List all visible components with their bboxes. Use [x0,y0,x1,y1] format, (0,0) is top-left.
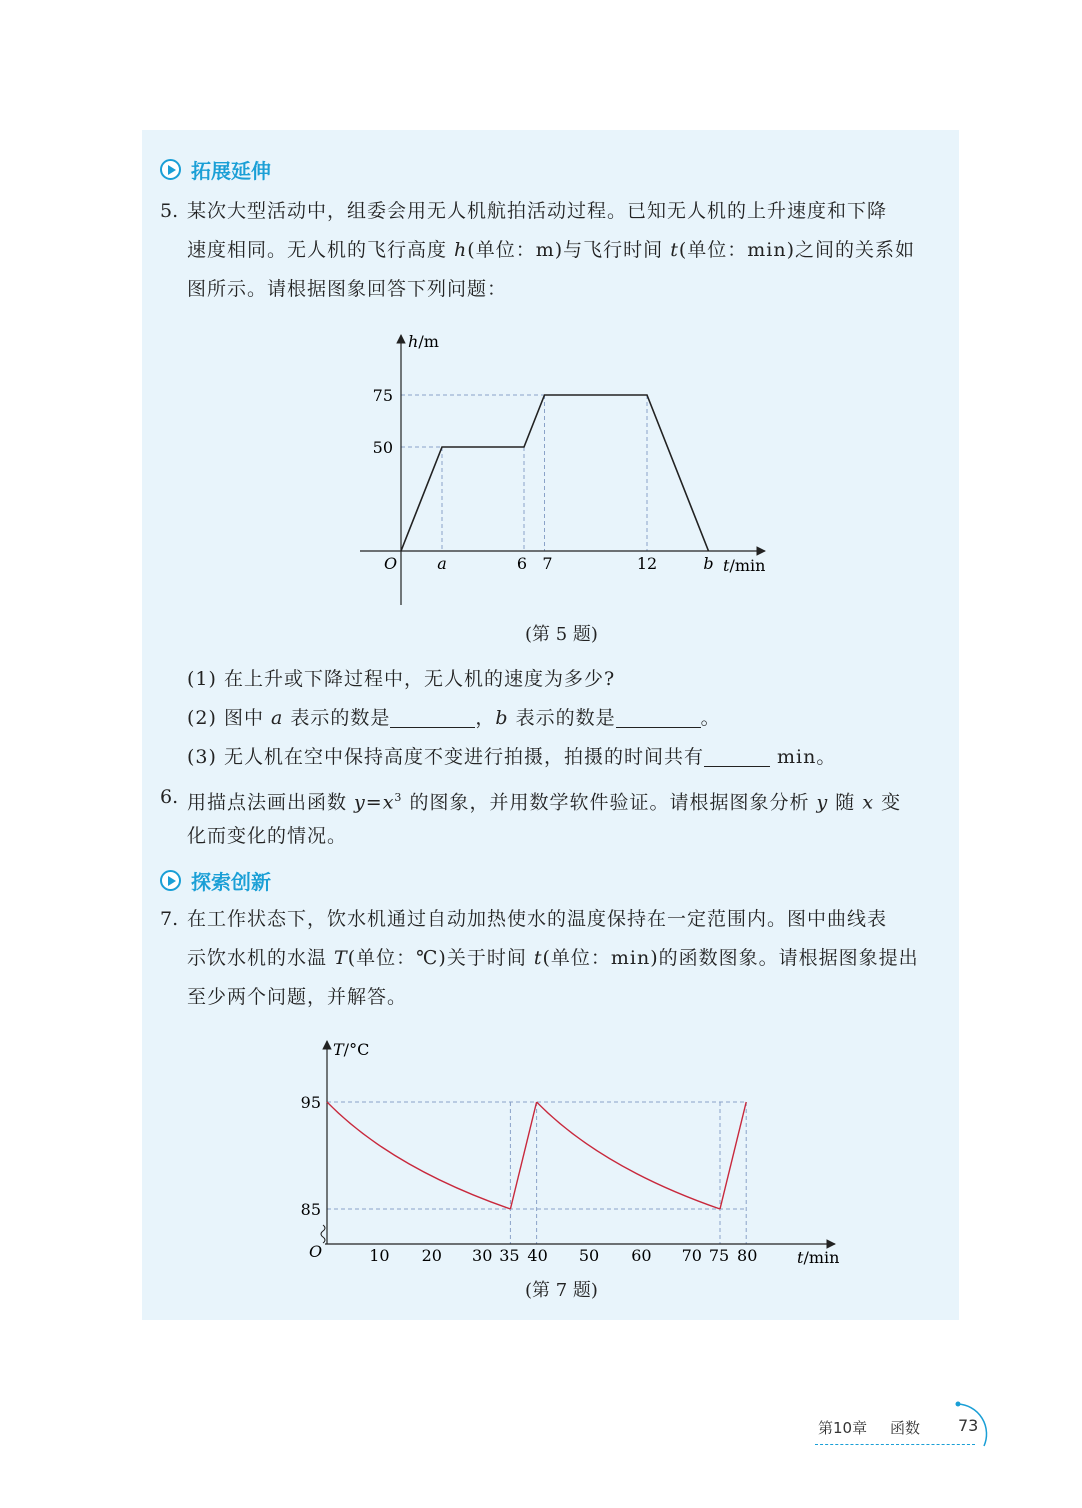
q5-line2-c: (单位：min)之间的关系如 [678,239,915,261]
temperature-series-heat-2 [720,1102,746,1209]
origin-label: O [384,554,398,573]
x-axis-label: t/min [797,1248,840,1267]
q5-sub2-d: 表示的数是 [508,707,616,729]
x-tick-label: 20 [421,1246,442,1265]
x-tick-label: 50 [578,1246,600,1265]
question-number: 5. [160,200,179,222]
answer-blank-b[interactable] [616,705,701,728]
x-tick-label: 10 [369,1246,390,1265]
section-title: 探索创新 [191,870,271,894]
chart-temperature-vs-time [295,1035,855,1275]
height-line [401,395,709,551]
formula-x: x [382,791,395,814]
var-a: a [271,707,284,729]
y-tick-label: 75 [372,386,393,405]
temperature-series-cool-2 [537,1102,720,1209]
q5-line3: 图所示。请根据图象回答下列问题： [187,278,508,300]
answer-blank-time[interactable] [704,744,770,767]
x-tick-label: 7 [542,554,553,573]
y-axis-label: T/°C [333,1040,370,1059]
q5-line2-a: 速度相同。无人机的飞行高度 [187,239,455,261]
q7-line2-c: (单位：min)的函数图象。请根据图象提出 [542,947,919,969]
temperature-series-heat-1 [510,1102,536,1209]
y-axis-label: h/m [408,332,439,351]
q7-caption: (第 7 题) [525,1280,598,1301]
formula-eq: = [365,791,383,814]
x-tick-label: 30 [472,1246,493,1265]
origin-label: O [309,1242,323,1261]
y-tick-label: 85 [300,1200,321,1219]
q5-caption: (第 5 题) [525,624,598,645]
q5-sub3-a: (3) 无人机在空中保持高度不变进行拍摄，拍摄的时间共有 [187,746,704,768]
var-T: T [334,947,348,969]
page-number: 73 [958,1416,979,1435]
formula-exponent: 3 [394,791,403,804]
q5-sub2-b: 表示的数是 [283,707,391,729]
q6-line2: 化而变化的情况。 [187,825,348,847]
x-tick-label: 70 [681,1246,702,1265]
footer-divider [815,1444,975,1445]
q5-sub3 [187,738,836,777]
play-circle-icon [160,159,181,180]
q6-line1-a: 用描点法画出函数 [187,791,355,814]
x-tick-label: 35 [499,1246,520,1265]
q5-line1: 某次大型活动中，组委会用无人机航拍活动过程。已知无人机的上升速度和下降 [187,200,888,222]
q6-line1-b: 的图象，并用数学软件验证。请根据图象分析 [402,791,817,814]
x-tick-label: 80 [737,1246,758,1265]
q5-sub2-a: (2) 图中 [187,707,271,729]
q6-line1-c: 随 [828,791,863,814]
x-tick-label: 12 [636,554,658,573]
x-tick-label: 40 [527,1246,548,1265]
q7-line3: 至少两个问题，并解答。 [187,986,408,1008]
section-title: 拓展延伸 [191,159,271,183]
q5-sub2-e: 。 [700,707,721,729]
x-tick-label: 6 [516,554,528,573]
play-circle-icon [160,870,181,891]
q5-line2 [187,231,915,270]
q6-line1-d: 变 [874,791,902,814]
question-number: 7. [160,908,179,930]
y-tick-label: 50 [372,438,393,457]
temperature-series-cool-1 [327,1102,510,1209]
section-header-extension [160,155,271,184]
x-axis-label: t/min [723,556,766,575]
question-number: 6. [160,786,179,808]
q7-line2 [187,939,919,978]
section-header-explore [160,866,271,895]
q7-line1: 在工作状态下，饮水机通过自动加热使水的温度保持在一定范围内。图中曲线表 [187,908,888,930]
var-x: x [862,791,875,814]
var-y: y [816,791,829,814]
x-tick-label: 75 [708,1246,730,1265]
q5-sub2 [187,699,721,738]
var-b: b [495,707,509,729]
axis-break-icon [321,1225,325,1243]
formula-y: y [354,791,366,814]
q7-line2-b: (单位：℃)关于时间 [347,947,534,969]
chart-height-vs-time [340,325,780,615]
footer-title: 函数 [890,1419,921,1437]
q7-line2-a: 示饮水机的水温 [187,947,335,969]
x-tick-label: a [437,554,447,573]
q5-line2-b: (单位：m)与飞行时间 [467,239,671,261]
q5-sub1: (1) 在上升或下降过程中，无人机的速度为多少? [187,668,616,690]
y-tick-label: 95 [300,1093,321,1112]
footer-chapter: 第10章 [818,1419,868,1437]
q5-sub3-b: min。 [769,746,837,768]
var-t: t [670,239,679,261]
x-tick-label: 60 [631,1246,652,1265]
x-tick-label: b [703,554,714,573]
q5-sub2-c: ， [475,707,496,729]
var-h: h [454,239,468,261]
answer-blank-a[interactable] [390,705,475,728]
q6-line1 [187,778,901,822]
var-t: t [533,947,543,969]
